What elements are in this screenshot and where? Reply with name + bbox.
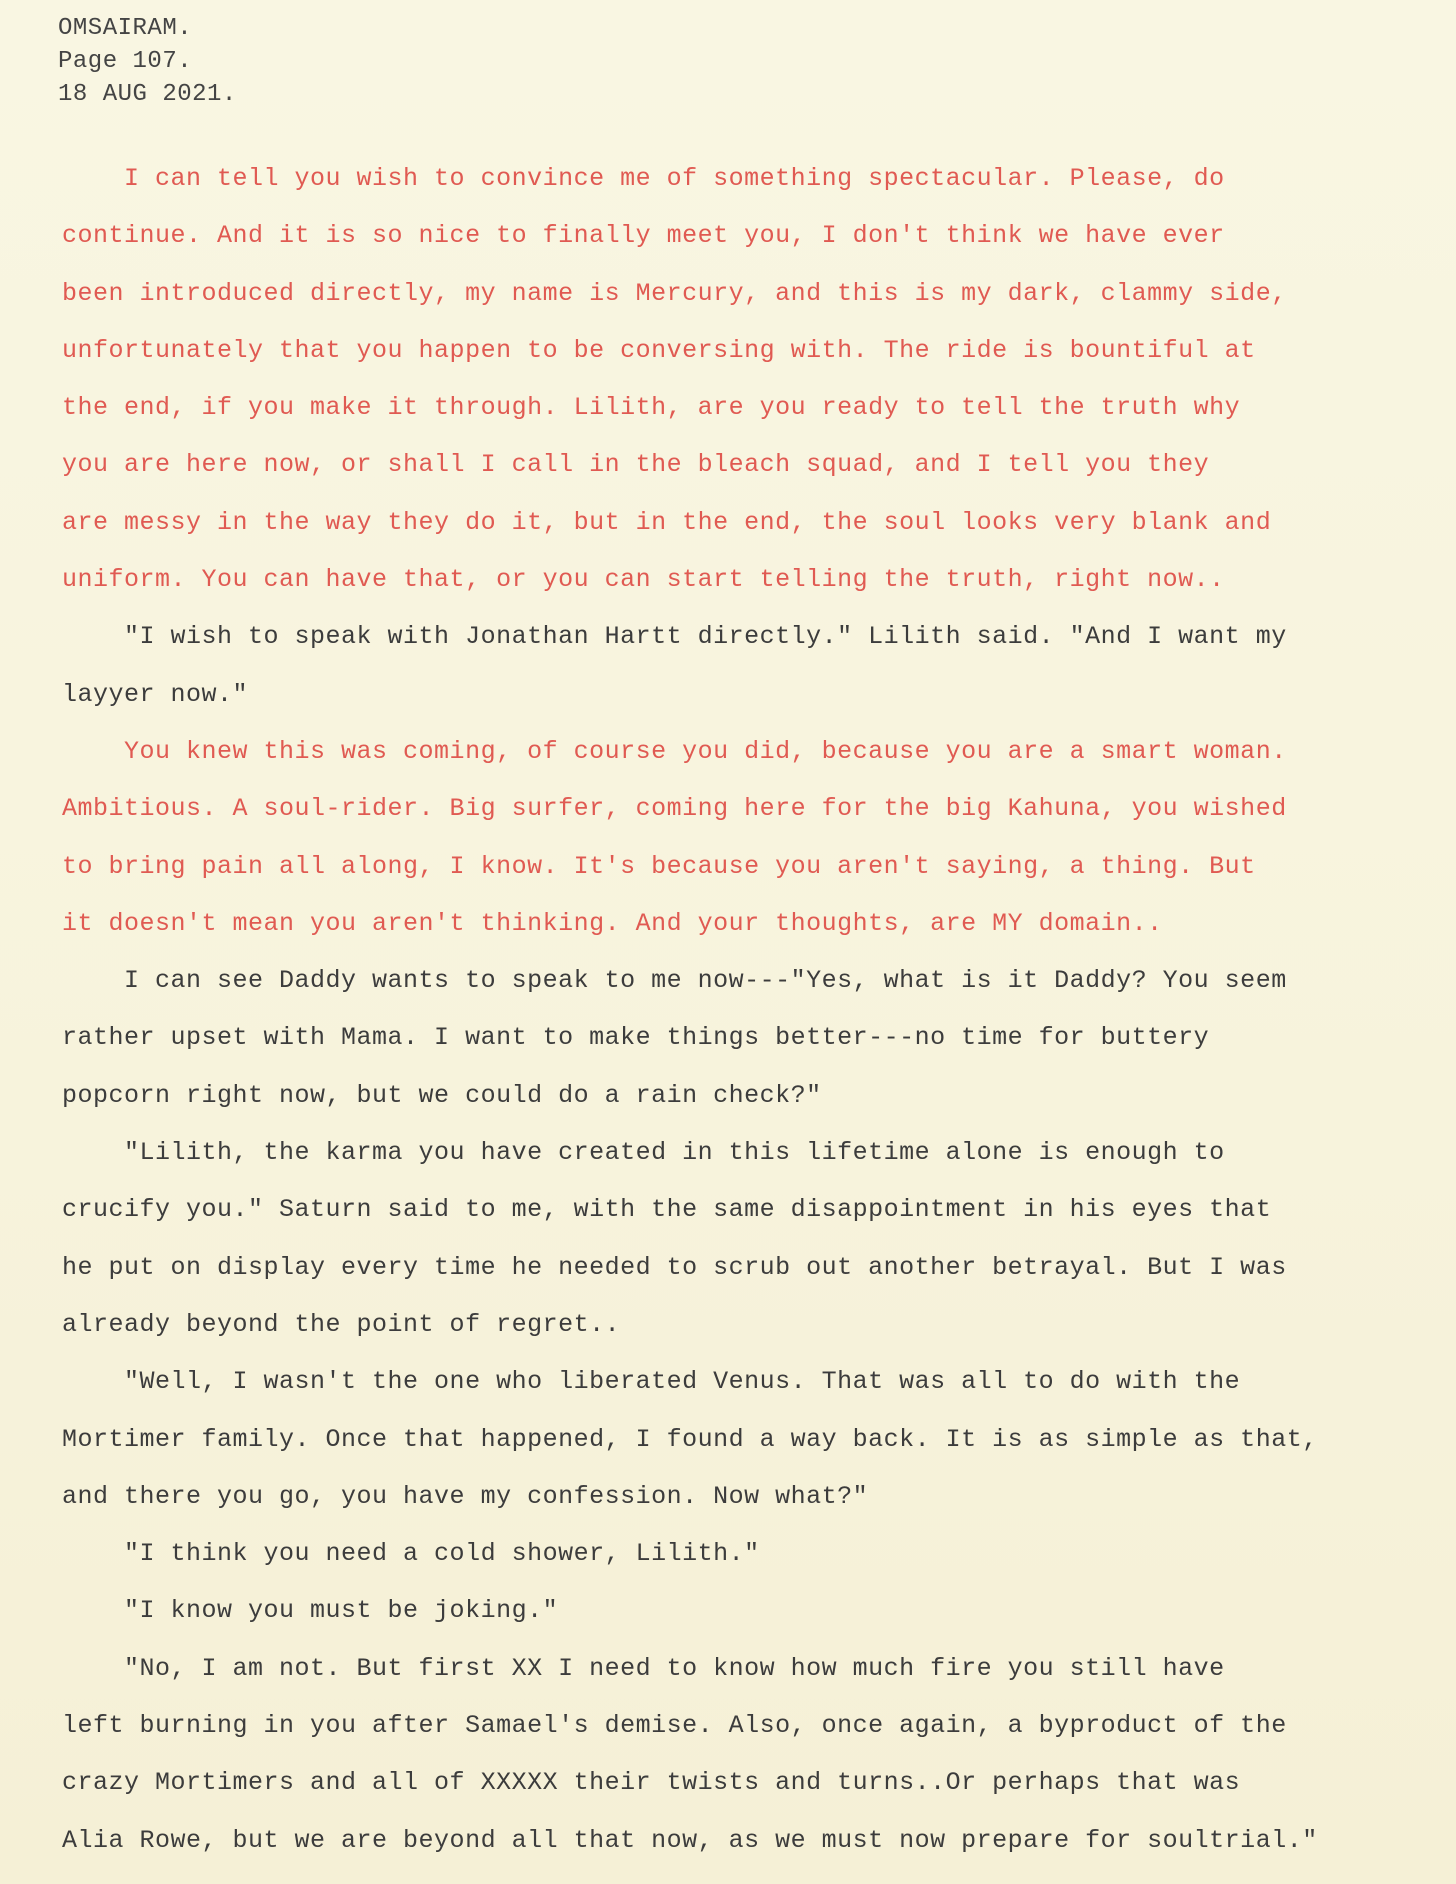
text-line: Ambitious. A soul-rider. Big surfer, coming here for the big Kahuna, you wished <box>62 794 1287 824</box>
text-line: crazy Mortimers and all of XXXXX their twists and turns..Or perhaps that was <box>62 1768 1241 1798</box>
text-line: Alia Rowe, but we are beyond all that now, as we must now prepare for soultrial." <box>62 1825 1318 1855</box>
text-line: and there you go, you have my confession. Now what?" <box>62 1481 869 1511</box>
text-line: "Well, I wasn't the one who liberated Venus. That was all to do with the <box>62 1367 1241 1397</box>
text-line: "I think you need a cold shower, Lilith." <box>62 1539 760 1569</box>
text-line: I can see Daddy wants to speak to me now---"Yes, what is it Daddy? You seem <box>62 966 1287 996</box>
text-line: crucify you." Saturn said to me, with the same disappointment in his eyes that <box>62 1195 1272 1225</box>
page-header <box>58 12 237 111</box>
text-line: layyer now." <box>62 679 249 709</box>
text-line: the end, if you make it through. Lilith, are you ready to tell the truth why <box>62 393 1241 423</box>
header-line-2: Page 107. <box>58 48 193 75</box>
text-line: uniform. You can have that, or you can start telling the truth, right now.. <box>62 565 1225 595</box>
text-line: you are here now, or shall I call in the bleach squad, and I tell you they <box>62 450 1210 480</box>
text-line: are messy in the way they do it, but in the end, the soul looks very blank and <box>62 507 1272 537</box>
text-line: already beyond the point of regret.. <box>62 1309 621 1339</box>
text-line: to bring pain all along, I know. It's because you aren't saying, a thing. But <box>62 851 1256 881</box>
text-line: it doesn't mean you aren't thinking. And your thoughts, are MY domain.. <box>62 908 1163 938</box>
text-line: You knew this was coming, of course you did, because you are a smart woman. <box>62 736 1287 766</box>
text-line: he put on display every time he needed to scrub out another betrayal. But I was <box>62 1252 1287 1282</box>
text-line: "Lilith, the karma you have created in this lifetime alone is enough to <box>62 1138 1225 1168</box>
text-line: been introduced directly, my name is Mercury, and this is my dark, clammy side, <box>62 278 1287 308</box>
text-line: popcorn right now, but we could do a rain check?" <box>62 1080 822 1110</box>
text-line: unfortunately that you happen to be conversing with. The ride is bountiful at <box>62 335 1256 365</box>
text-line: I can tell you wish to convince me of something spectacular. Please, do <box>62 164 1225 193</box>
page-body <box>62 150 1442 1869</box>
header-line-3: 18 AUG 2021. <box>58 81 237 108</box>
text-line: "No, I am not. But first XX I need to know how much fire you still have <box>62 1653 1225 1683</box>
text-line: Mortimer family. Once that happened, I found a way back. It is as simple as that, <box>62 1424 1318 1454</box>
text-line: "I wish to speak with Jonathan Hartt directly." Lilith said. "And I want my <box>62 622 1287 652</box>
text-line: left burning in you after Samael's demise. Also, once again, a byproduct of the <box>62 1711 1287 1741</box>
text-line: "I know you must be joking." <box>62 1596 559 1626</box>
header-line-1: OMSAIRAM. <box>58 15 193 42</box>
text-line: rather upset with Mama. I want to make things better---no time for buttery <box>62 1023 1210 1053</box>
text-line: continue. And it is so nice to finally meet you, I don't think we have ever <box>62 221 1225 251</box>
